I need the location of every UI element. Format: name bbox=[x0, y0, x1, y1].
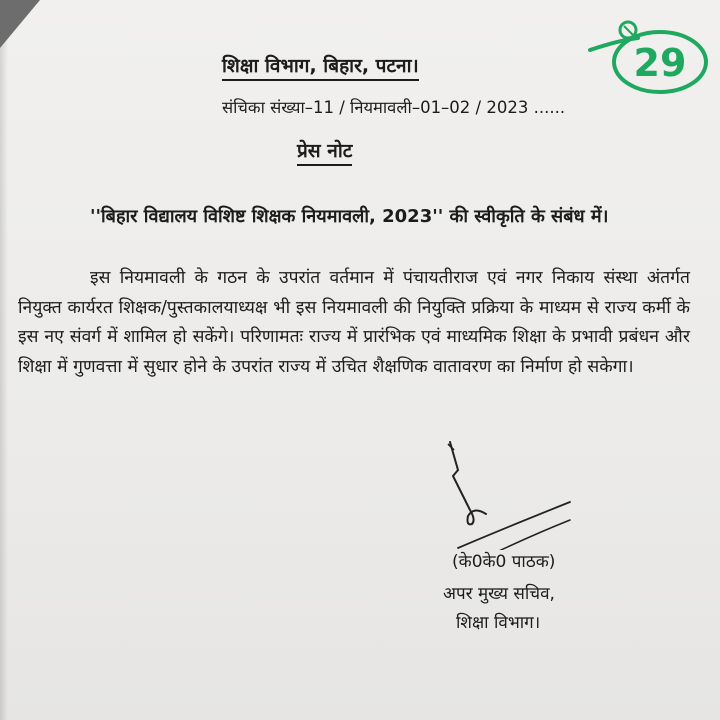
signatory-designation: अपर मुख्य सचिव, bbox=[443, 584, 555, 604]
signatory-department: शिक्षा विभाग। bbox=[456, 613, 541, 633]
page-number-text: 29 bbox=[633, 41, 687, 85]
signatory-name: (के0के0 पाठक) bbox=[452, 552, 556, 572]
folded-corner bbox=[0, 0, 40, 48]
body-paragraph: इस नियमावली के गठन के उपरांत वर्तमान में पंचायतीराज एवं नगर निकाय संस्था अंतर्गत नियुक्त कार्यरत शिक्षक/पुस्तकालयाध्यक्ष भी इस नियमावली की नियुक्ति प्रक्रिया के माध्यम से राज्य कर्मी के इस नए संवर्ग में शामिल हो सकेंगे। परिणामतः राज्य में प्रारंभिक एवं माध्यमिक शिक्षा के प्रभावी प्रबंधन और शिक्षा में गुणवत्ता में सुधार होने के उपरांत राज्य में उचित शैक्षणिक वातावरण का निर्माण हो सकेगा। bbox=[18, 268, 690, 377]
page-edge-shadow bbox=[0, 0, 8, 720]
handwritten-signature bbox=[420, 440, 580, 550]
document-title: प्रेस नोट bbox=[297, 137, 352, 166]
department-heading: शिक्षा विभाग, बिहार, पटना। bbox=[222, 52, 419, 81]
page-number-mark bbox=[580, 18, 710, 98]
subject-line: ''बिहार विद्यालय विशिष्ट शिक्षक नियमावली, 2023'' की स्वीकृति के संबंध में। bbox=[90, 206, 609, 227]
file-reference-number: संचिका संख्या–11 / नियमावली–01–02 / 2023 ...... bbox=[222, 98, 566, 117]
